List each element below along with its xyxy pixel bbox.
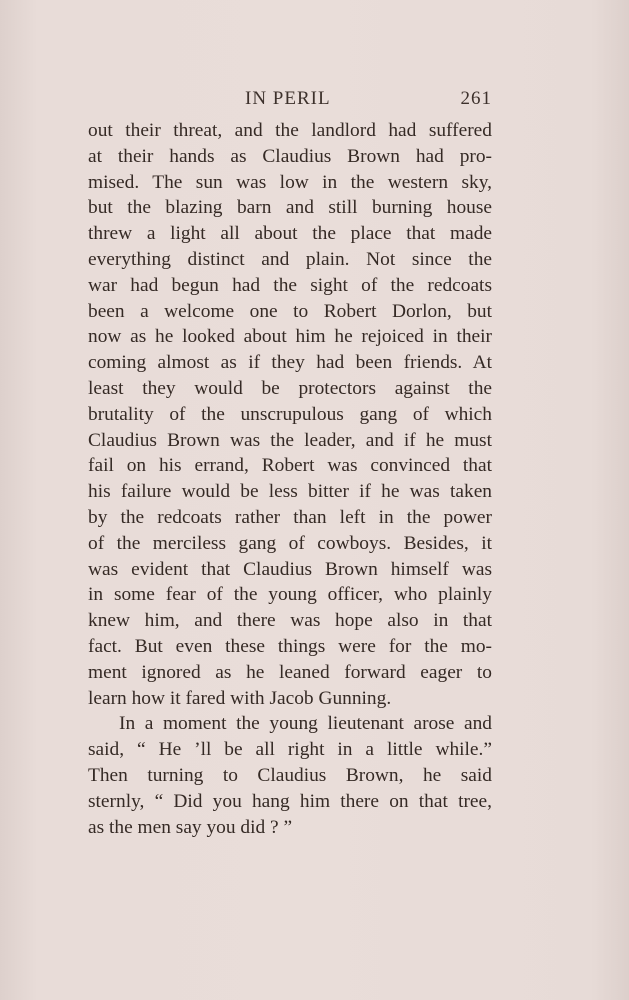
- text-line: sternly, “ Did you hang him there on that tree,: [88, 790, 492, 812]
- text-line: fact. But even these things were for the mo-: [88, 635, 492, 657]
- text-line: now as he looked about him he rejoiced in their: [88, 326, 492, 348]
- text-line: of the merciless gang of cowboys. Besides, it: [88, 532, 492, 554]
- text-line: in some fear of the young officer, who plainly: [88, 584, 492, 606]
- text-line: least they would be protectors against the: [88, 377, 492, 399]
- text-line: mised. The sun was low in the western sky,: [88, 171, 492, 193]
- text-line: everything distinct and plain. Not since the: [88, 248, 492, 270]
- text-line: coming almost as if they had been friends. At: [88, 352, 492, 374]
- text-line: In a moment the young lieutenant arose and: [119, 713, 492, 735]
- text-line: threw a light all about the place that made: [88, 223, 492, 245]
- text-line: fail on his errand, Robert was convinced that: [88, 455, 492, 477]
- body-text: [88, 118, 492, 840]
- text-line: his failure would be less bitter if he was taken: [88, 481, 492, 503]
- text-line: brutality of the unscrupulous gang of which: [88, 403, 492, 425]
- text-line: ment ignored as he leaned forward eager to: [88, 661, 492, 683]
- text-line: by the redcoats rather than left in the power: [88, 506, 492, 528]
- page-number: 261: [460, 88, 492, 109]
- running-head: IN PERIL: [245, 88, 331, 109]
- text-line: at their hands as Claudius Brown had pro-: [88, 145, 492, 167]
- text-line: was evident that Claudius Brown himself was: [88, 558, 492, 580]
- text-line: as the men say you did ? ”: [88, 816, 293, 838]
- text-line: out their threat, and the landlord had suffered: [88, 120, 492, 141]
- text-line: Then turning to Claudius Brown, he said: [88, 764, 492, 786]
- text-line: learn how it fared with Jacob Gunning.: [88, 687, 392, 709]
- text-line: knew him, and there was hope also in that: [88, 610, 492, 632]
- text-line: said, “ He ’ll be all right in a little while.”: [88, 739, 492, 761]
- text-line: but the blazing barn and still burning house: [88, 197, 492, 219]
- text-line: been a welcome one to Robert Dorlon, but: [88, 300, 492, 322]
- text-line: Claudius Brown was the leader, and if he must: [88, 429, 492, 451]
- page-header: [88, 88, 492, 114]
- text-line: war had begun had the sight of the redcoats: [88, 274, 492, 296]
